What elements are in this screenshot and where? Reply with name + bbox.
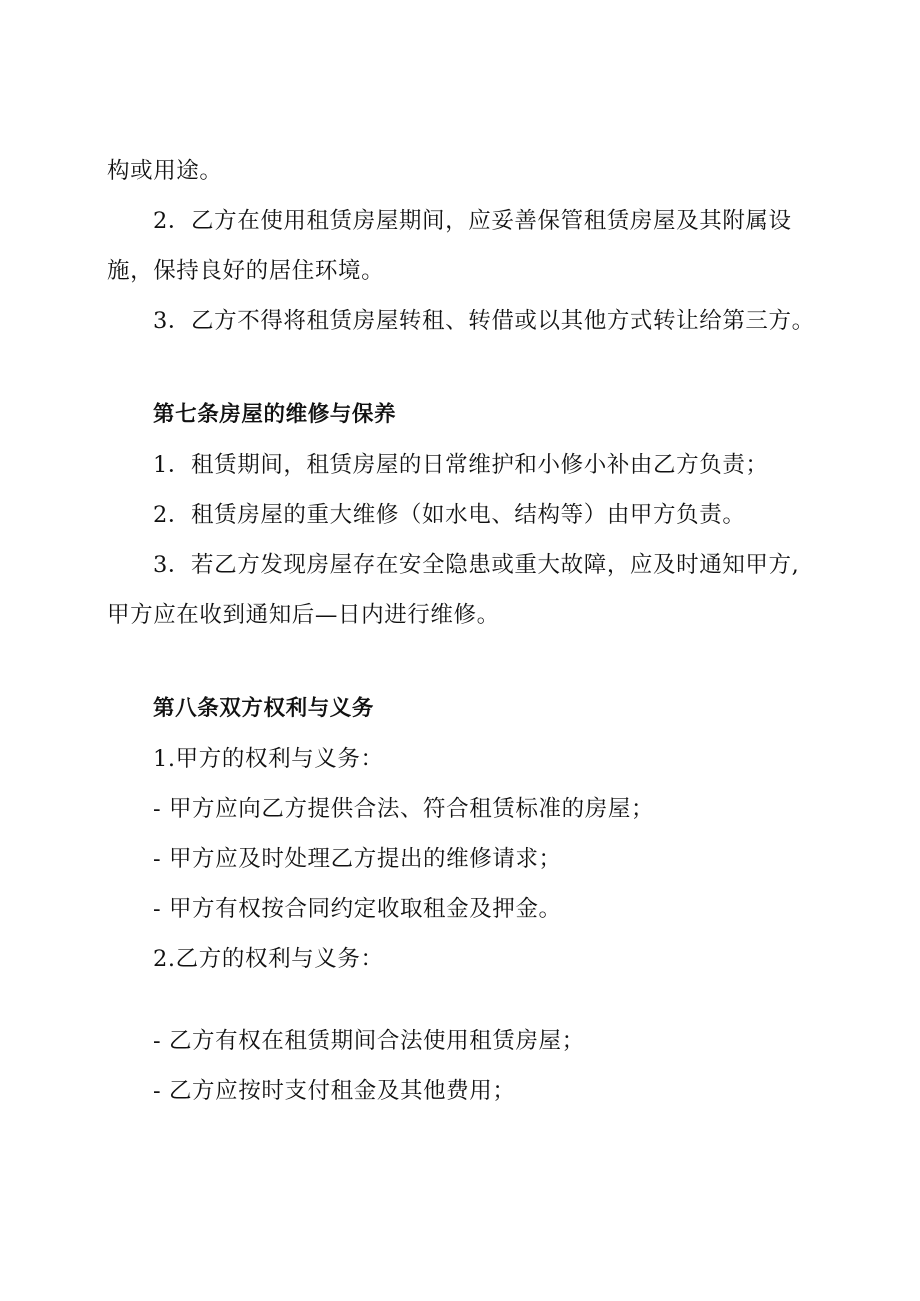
continuation-line: 构或用途。 bbox=[107, 158, 223, 184]
party-a-item: - 甲方应及时处理乙方提出的维修请求； bbox=[153, 846, 562, 872]
party-b-title: 2.乙方的权利与义务： bbox=[153, 946, 384, 972]
section8-heading: 第八条双方权利与义务 bbox=[153, 696, 375, 721]
section6-item2-line1: 2．乙方在使用租赁房屋期间，应妥善保管租赁房屋及其附属设 bbox=[153, 208, 792, 234]
party-b-item: - 乙方应按时支付租金及其他费用； bbox=[153, 1078, 516, 1104]
party-a-item: - 甲方有权按合同约定收取租金及押金。 bbox=[153, 896, 562, 922]
section6-item2-line2: 施，保持良好的居住环境。 bbox=[107, 258, 385, 284]
section7-item3-line1: 3．若乙方发现房屋存在安全隐患或重大故障，应及时通知甲方, bbox=[153, 552, 800, 578]
party-a-title: 1.甲方的权利与义务： bbox=[153, 746, 384, 772]
section7-item2: 2．租赁房屋的重大维修（如水电、结构等）由甲方负责。 bbox=[153, 502, 746, 528]
section6-item3: 3．乙方不得将租赁房屋转租、转借或以其他方式转让给第三方。 bbox=[153, 308, 815, 334]
party-b-item: - 乙方有权在租赁期间合法使用租赁房屋； bbox=[153, 1028, 585, 1054]
party-a-item: - 甲方应向乙方提供合法、符合租赁标准的房屋； bbox=[153, 796, 655, 822]
section7-heading: 第七条房屋的维修与保养 bbox=[153, 402, 397, 427]
section7-item3-line2: 甲方应在收到通知后—日内进行维修。 bbox=[107, 602, 500, 628]
section7-item1: 1．租赁期间，租赁房屋的日常维护和小修小补由乙方负责； bbox=[153, 452, 769, 478]
